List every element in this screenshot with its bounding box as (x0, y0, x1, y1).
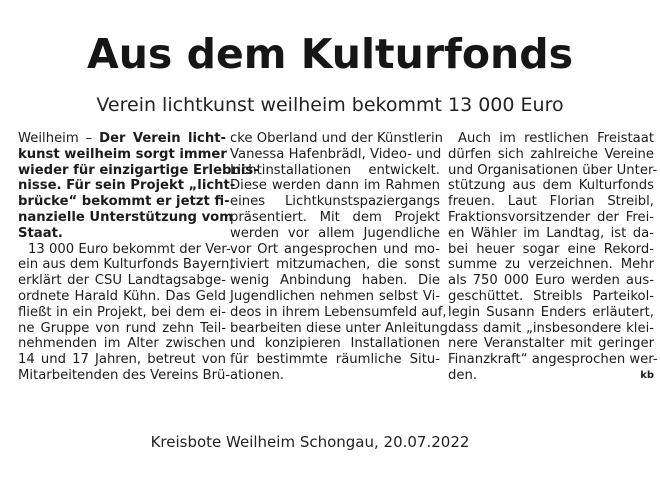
text-line: für bestimmte räumliche Situ- (230, 352, 440, 368)
text-line: werden vor allem Jugendliche (230, 225, 440, 241)
lead-line: brücke“ bekommt er jetzt fi- (18, 194, 230, 210)
text-line: bearbeiten diese unter Anleitung (230, 320, 448, 336)
text-line: cke Oberland und der Künstlerin (230, 131, 444, 146)
text-line: ordnete Harald Kühn. Das Geld (18, 288, 226, 304)
source-caption: Kreisbote Weilheim Schongau, 20.07.2022 (150, 433, 470, 451)
article-subheadline: Verein lichtkunst weilheim bekommt 13 000 Euro (96, 94, 564, 116)
text-line: und Organisationen über Unter- (448, 162, 658, 178)
text-line: Lichtinstallationen entwickelt. (230, 162, 440, 178)
text-line: en Wähler im Landtag, ist da- (448, 225, 654, 241)
text-line: Auch im restlichen Freistaat (458, 131, 654, 146)
text-line: dass damit „insbesondere klei- (448, 320, 654, 336)
text-line: erklärt der CSU Landtagsabge- (18, 273, 226, 289)
article-column-3 (448, 131, 658, 384)
text-line: fließt in ein Projekt, bei dem ei- (18, 304, 226, 320)
lead-line: kunst weilheim sorgt immer (18, 146, 227, 162)
text-line: eines Lichtkunstspaziergangs (230, 194, 440, 210)
text-line: 14 und 17 Jahren, betreut von (18, 352, 226, 368)
article-body-start (18, 241, 234, 384)
text-line: nehmenden im Alter zwischen (18, 336, 226, 352)
text-line: dürfen sich zahlreiche Vereine (448, 146, 654, 162)
text-line: als 750 000 Euro werden aus- (448, 273, 654, 289)
text-line: 13 000 Euro bekommt der Ver- (28, 241, 231, 257)
text-line: Finanzkraft“ angesprochen wer- (448, 352, 658, 368)
text-line: legin Susann Enders erläutert, (448, 304, 654, 320)
lead-line: nanzielle Unterstützung vom (18, 209, 233, 225)
text-line: Fraktionsvorsitzender der Frei- (448, 209, 654, 225)
text-line: deos in ihrem Lebensumfeld auf, (230, 304, 447, 320)
text-line: nere Veranstalter mit geringer (448, 336, 654, 352)
text-line: Diese werden dann im Rahmen (230, 178, 440, 194)
text-line: Mitarbeitenden des Vereins Brü- (18, 367, 231, 383)
text-line: geschüttet. Streibls Parteikol- (448, 288, 654, 304)
text-line: freuen. Laut Florian Streibl, (448, 194, 654, 210)
article-headline: Aus dem Kulturfonds (87, 30, 573, 78)
lead-line: Staat. (18, 225, 63, 241)
text-line: präsentiert. Mit dem Projekt (230, 209, 440, 225)
text-line: tiviert mitzumachen, die sonst (230, 257, 440, 273)
text-line: summe zu verzeichnen. Mehr (448, 257, 654, 273)
text-line: stützung aus dem Kulturfonds (448, 178, 654, 194)
author-initials: kb (640, 369, 654, 381)
text-line: den. kb (448, 367, 654, 383)
article-lead (18, 131, 259, 242)
article-column-2 (230, 131, 448, 384)
lead-line: Weilheim – Der Verein licht- (18, 131, 226, 146)
text-line: ationen. (230, 367, 285, 383)
text-line: und konzipieren Installationen (230, 336, 440, 352)
text-line: vor Ort angesprochen und mo- (230, 241, 440, 257)
text-line: ein aus dem Kulturfonds Bayern, (18, 257, 234, 273)
lead-line: nisse. Für sein Projekt „licht- (18, 178, 236, 194)
text-line: Jugendlichen nehmen selbst Vi- (230, 288, 440, 304)
lead-line: wieder für einzigartige Erlebnis- (18, 162, 259, 178)
text-line: Vanessa Hafenbrädl, Video- und (230, 146, 442, 162)
text-line: bei heuer sogar eine Rekord- (448, 241, 654, 257)
text-line: ne Gruppe von rund zehn Teil- (18, 320, 226, 336)
text-line: wenig Anbindung haben. Die (230, 273, 440, 289)
